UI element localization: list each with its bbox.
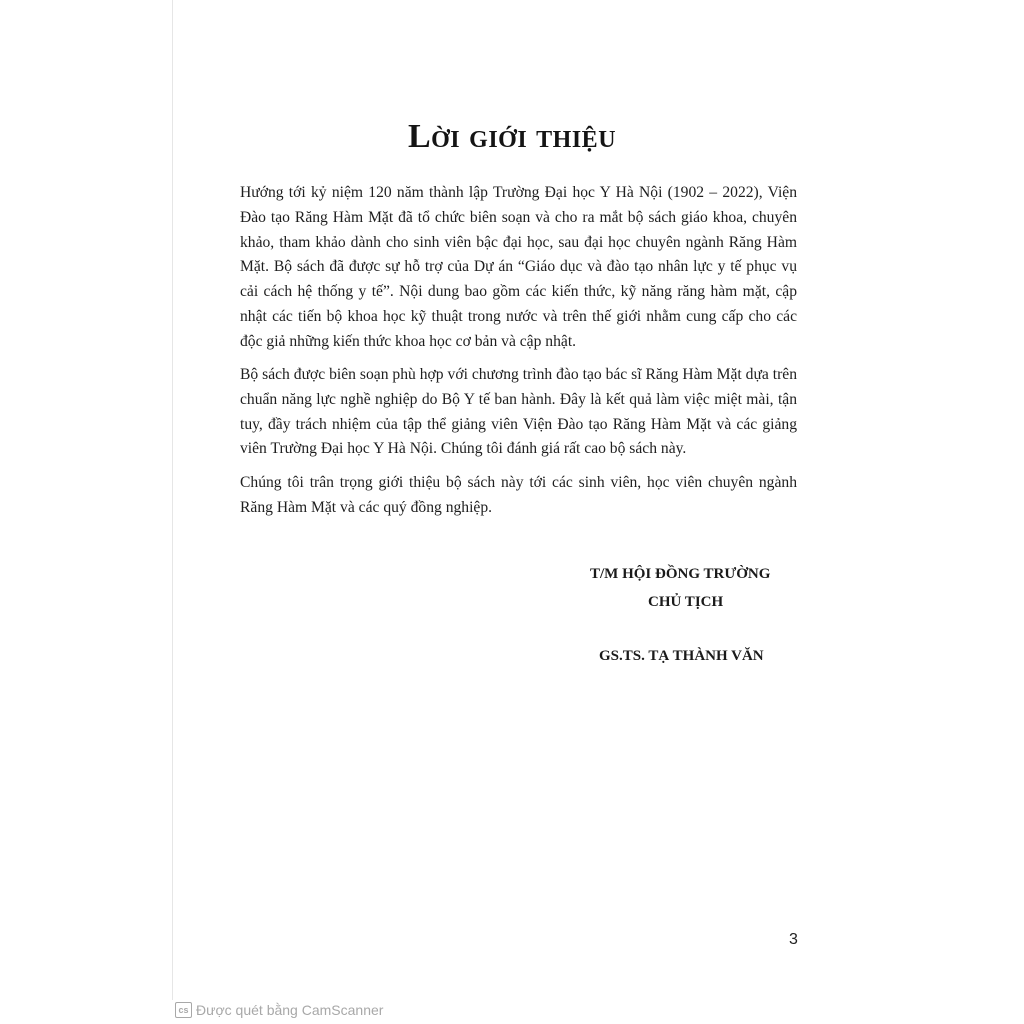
signature-name: GS.TS. TẠ THÀNH VĂN	[599, 648, 764, 664]
paragraph-3: Chúng tôi trân trọng giới thiệu bộ sách này tới các sinh viên, học viên chuyên ngành Răng Hàm Mặt và các quý đồng nghiệp.	[240, 473, 797, 516]
signature-organization: T/M HỘI ĐỒNG TRƯỜNG	[590, 566, 771, 582]
title-rest: ời giới thiệu	[431, 118, 617, 155]
body-text	[240, 181, 797, 529]
signature-position: CHỦ TỊCH	[648, 594, 724, 610]
watermark-text: Được quét bằng CamScanner	[196, 1002, 384, 1018]
paragraph-2: Bộ sách được biên soạn phù hợp với chương trình đào tạo bác sĩ Răng Hàm Mặt dựa trên chuẩn năng lực nghề nghiệp do Bộ Y tế ban hành. Đây là kết quả làm việc miệt mài, tận tuy, đầy trách nhiệm của tập thể giảng viên Viện Đào tạo Răng Hàm Mặt và các giảng viên Trường Đại học Y Hà Nội. Chúng tôi đánh giá rất cao bộ sách này.	[240, 366, 797, 458]
paragraph-1: Hướng tới kỷ niệm 120 năm thành lập Trường Đại học Y Hà Nội (1902 – 2022), Viện Đào tạo Răng Hàm Mặt đã tổ chức biên soạn và cho ra mắt bộ sách giáo khoa, chuyên khảo, tham khảo dành cho sinh viên bậc đại học, sau đại học chuyên ngành Răng Hàm Mặt. Bộ sách đã được sự hỗ trợ của Dự án “Giáo dục và đào tạo nhân lực y tế phục vụ cải cách hệ thống y tế”. Nội dung bao gồm các kiến thức, kỹ năng răng hàm mặt, cập nhật các tiến bộ khoa học kỹ thuật trong nước và trên thế giới nhằm cung cấp cho các độc giả những kiến thức khoa học cơ bản và cập nhật.	[240, 184, 797, 350]
page-number: 3	[789, 931, 798, 948]
camscanner-watermark	[175, 1000, 383, 1020]
camscanner-logo-icon: cs	[175, 1002, 192, 1018]
page-title	[0, 118, 1024, 156]
title-initial: L	[407, 118, 432, 155]
